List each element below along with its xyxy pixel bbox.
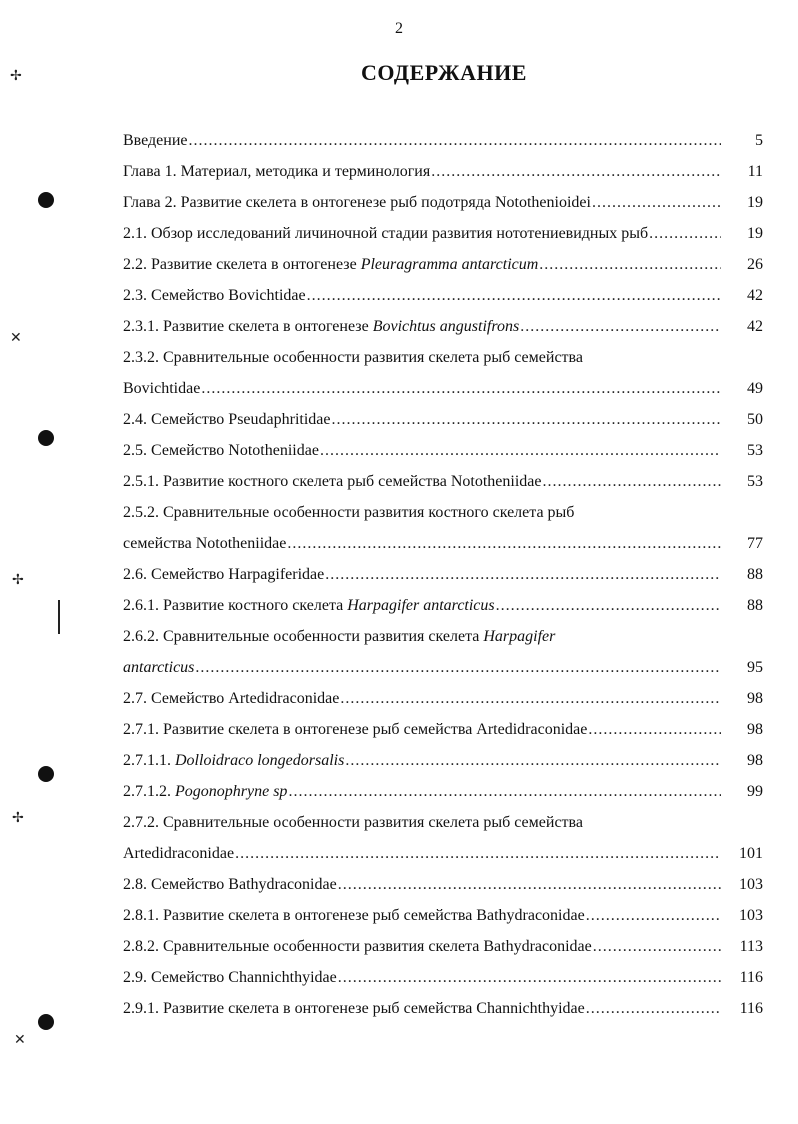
toc-entry-text: 2.4. Семейство Pseudaphritidae [123,411,331,428]
toc-entry-page: 19 [747,194,763,211]
scan-mark-icon: ✢ [12,573,24,588]
toc-entry-label [123,938,592,956]
toc-entry-species: Harpagifer antarcticus [347,597,495,614]
toc-entry-text: 2.6.2. Сравнительные особенности развития скелета [123,628,484,645]
page-number: 2 [395,20,403,37]
toc-entry-page: 99 [747,783,763,800]
toc-entry-text: 2.6.1. Развитие костного скелета [123,597,348,614]
toc-entry [123,969,763,993]
toc-entry [123,349,763,373]
toc-entry [123,225,763,249]
toc-entry-page: 42 [747,287,763,304]
toc-entry [123,1000,763,1024]
toc-leader-dots [345,752,721,770]
toc-entry-label [123,628,555,646]
toc-entry-label [123,659,194,677]
toc-entry-label [123,504,574,522]
toc-entry-label [123,194,591,212]
toc-entry-page: 116 [739,969,763,986]
toc-leader-dots [195,659,721,677]
toc-entry-text: 2.2. Развитие скелета в онтогенезе [123,256,361,273]
toc-entry [123,287,763,311]
toc-entry-text: 2.7.1.2. [123,783,175,800]
toc-entry [123,132,763,156]
toc-entry-text: 2.8.2. Сравнительные особенности развития скелета Bathydraconidae [123,938,592,955]
toc-leader-dots [340,690,721,708]
toc-entry-label [123,132,188,150]
punch-hole-icon [38,1014,54,1030]
toc-entry-page: 113 [739,938,763,955]
page-title: СОДЕРЖАНИЕ [361,60,527,85]
toc-entry [123,411,763,435]
toc-entry-text: 2.8.1. Развитие скелета в онтогенезе рыб семейства Bathydraconidae [123,907,585,924]
toc-entry-label [123,752,344,770]
toc-entry-page: 98 [747,721,763,738]
toc-entry-page: 98 [747,690,763,707]
toc-leader-dots [496,597,721,615]
toc-leader-dots [235,845,721,863]
toc-entry-page: 116 [739,1000,763,1017]
scan-mark-icon: ✢ [10,69,22,84]
toc-entry-label [123,814,583,832]
toc-entry-label [123,163,430,181]
toc-leader-dots [189,132,722,150]
toc-leader-dots [320,442,721,460]
toc-entry-label [123,535,286,553]
toc-entry-text: Bovichtidae [123,380,201,397]
toc-entry-page: 53 [747,473,763,490]
toc-entry [123,535,763,559]
toc-leader-dots [649,225,721,243]
toc-entry [123,938,763,962]
toc-leader-dots [325,566,721,584]
toc-leader-dots [593,938,721,956]
toc-entry-text: 2.3.2. Сравнительные особенности развития скелета рыб семейства [123,349,583,366]
toc-entry-page: 98 [747,752,763,769]
toc-entry-text: 2.6. Семейство Harpagiferidae [123,566,325,583]
toc-entry-page: 50 [747,411,763,428]
toc-entry [123,659,763,683]
punch-hole-icon [38,430,54,446]
toc-entry-label [123,225,648,243]
toc-entry-label [123,1000,585,1018]
toc-entry-label [123,907,585,925]
toc-entry-text: Глава 1. Материал, методика и терминология [123,163,431,180]
toc-entry-species: Pleuragramma antarcticum [360,256,539,273]
toc-entry-label [123,845,234,863]
toc-entry-label [123,411,331,429]
toc-leader-dots [288,783,721,801]
toc-entry-label [123,380,200,398]
toc-entry-text: 2.5. Семейство Nototheniidae [123,442,319,459]
toc-entry-page: 5 [755,132,763,149]
toc-leader-dots [588,721,721,739]
toc-entry-label [123,442,319,460]
toc-leader-dots [431,163,721,181]
toc-entry-species: Harpagifer [483,628,556,645]
toc-entry [123,783,763,807]
toc-entry-label [123,690,339,708]
toc-entry [123,318,763,342]
punch-hole-icon [38,766,54,782]
toc-entry [123,752,763,776]
toc-entry-page: 103 [739,907,763,924]
toc-entry-text: 2.3. Семейство Bovichtidae [123,287,306,304]
toc-entry-text: 2.7.2. Сравнительные особенности развития скелета рыб семейства [123,814,583,831]
toc-entry-label [123,721,587,739]
toc-leader-dots [338,969,721,987]
toc-entry-text: 2.7.1. Развитие скелета в онтогенезе рыб семейства Artedidraconidae [123,721,588,738]
scan-mark-icon: ✕ [10,331,22,346]
toc-entry [123,876,763,900]
toc-entry-label [123,876,337,894]
toc-entry-label [123,318,519,336]
toc-entry-text: семейства Nototheniidae [123,535,287,552]
toc-leader-dots [520,318,721,336]
punch-hole-icon [38,192,54,208]
toc-leader-dots [287,535,721,553]
toc-entry-text: 2.9.1. Развитие скелета в онтогенезе рыб семейства Channichthyidae [123,1000,585,1017]
toc-entry-text: 2.9. Семейство Channichthyidae [123,969,337,986]
toc-entry-page: 26 [747,256,763,273]
toc-entry [123,504,763,528]
toc-entry [123,473,763,497]
toc-entry-label [123,473,541,491]
toc-entry-label [123,783,287,801]
toc-entry-text: 2.7. Семейство Artedidraconidae [123,690,340,707]
toc-leader-dots [592,194,721,212]
toc-entry-text: Введение [123,132,188,149]
toc-entry-label [123,256,538,274]
toc-leader-dots [332,411,722,429]
toc-entry-label [123,349,583,367]
toc-entry [123,721,763,745]
toc-entry [123,380,763,404]
toc-entry-species: Dolloidraco longedorsalis [175,752,345,769]
toc-entry-text: Artedidraconidae [123,845,235,862]
toc-entry-text: 2.3.1. Развитие скелета в онтогенезе [123,318,373,335]
toc-leader-dots [586,907,721,925]
toc-entry-page: 19 [747,225,763,242]
toc-entry [123,597,763,621]
scan-mark-icon: ✕ [14,1033,26,1048]
scan-mark-icon: ✢ [12,811,24,826]
toc-entry-label [123,566,324,584]
toc-entry-text: 2.5.2. Сравнительные особенности развития костного скелета рыб [123,504,575,521]
toc-leader-dots [201,380,721,398]
toc-entry-page: 103 [739,876,763,893]
toc-entry-label [123,597,495,615]
toc-entry-species: antarcticus [123,659,195,676]
toc-leader-dots [338,876,721,894]
toc-entry [123,256,763,280]
toc-entry [123,907,763,931]
scan-line [58,600,60,634]
toc-entry-page: 101 [739,845,763,862]
toc-entry-page: 42 [747,318,763,335]
toc-entry-species: Bovichtus angustifrons [372,318,520,335]
toc-entry-page: 95 [747,659,763,676]
toc-entry [123,814,763,838]
toc-entry-page: 88 [747,566,763,583]
toc-entry-text: 2.7.1.1. [123,752,175,769]
toc-entry-page: 88 [747,597,763,614]
toc-leader-dots [586,1000,721,1018]
toc-entry-page: 77 [747,535,763,552]
toc-entry-page: 11 [747,163,763,180]
toc-entry-page: 49 [747,380,763,397]
toc-entry-text: Глава 2. Развитие скелета в онтогенезе рыб подотряда Notothenioidei [123,194,591,211]
toc-leader-dots [542,473,721,491]
toc-entry-text: 2.5.1. Развитие костного скелета рыб семейства Nototheniidae [123,473,542,490]
toc-entry-label [123,287,306,305]
toc-entry [123,845,763,869]
toc-entry-label [123,969,337,987]
toc-entry-species: Pogonophryne sp [175,783,288,800]
toc-entry [123,566,763,590]
toc-entry-text: 2.1. Обзор исследований личиночной стадии развития нототениевидных рыб [123,225,649,242]
toc-entry [123,690,763,714]
toc-entry [123,628,763,652]
toc-entry [123,442,763,466]
toc-entry-text: 2.8. Семейство Bathydraconidae [123,876,337,893]
toc-entry [123,163,763,187]
toc-entry-page: 53 [747,442,763,459]
toc-leader-dots [307,287,721,305]
toc-entry [123,194,763,218]
toc-leader-dots [539,256,721,274]
